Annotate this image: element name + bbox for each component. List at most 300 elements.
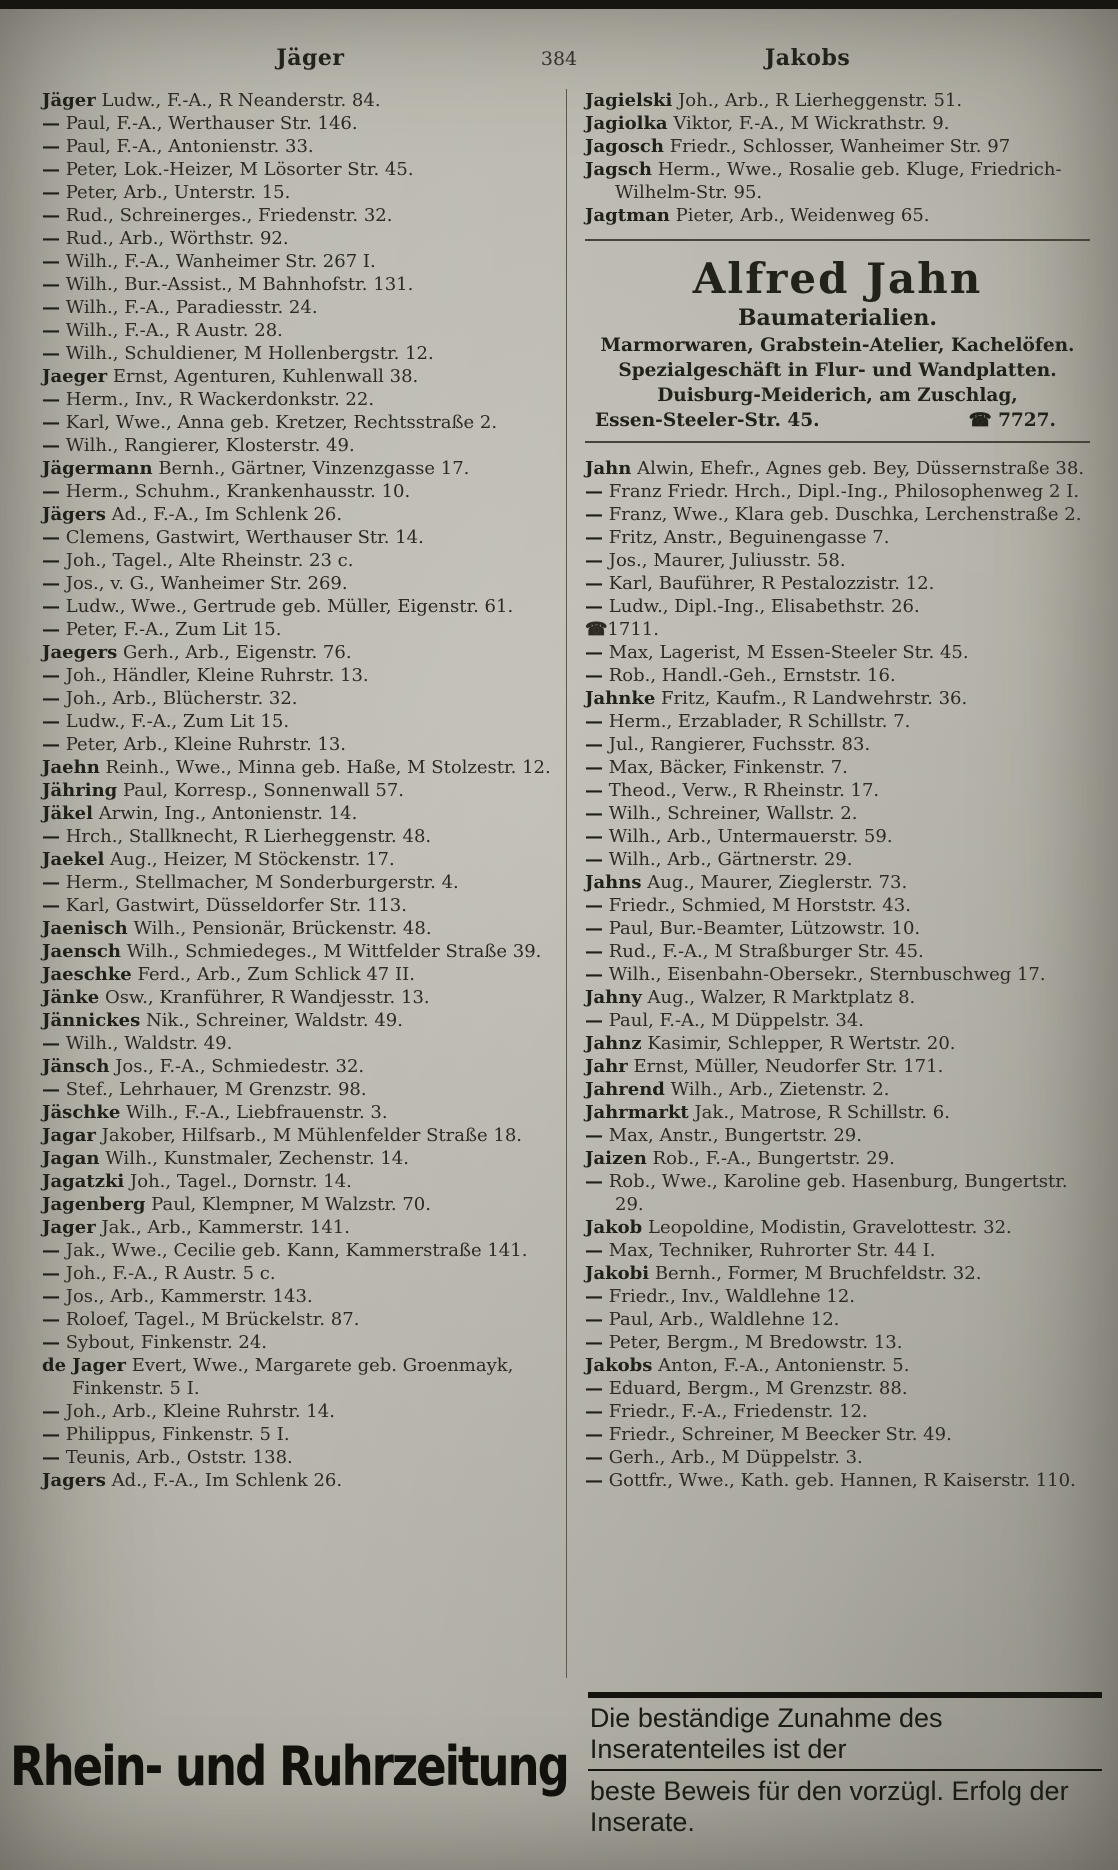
entry-headword: Jäger <box>42 90 96 111</box>
entry-headword: — <box>42 182 60 203</box>
entry-headword: — <box>42 205 60 226</box>
directory-entry <box>42 1400 552 1423</box>
entry-headword: Jäkel <box>42 803 93 824</box>
directory-entry <box>42 1170 552 1193</box>
entry-headword: — <box>585 1401 603 1422</box>
entry-text: Joh., F.-A., R Austr. 5 c. <box>65 1263 276 1284</box>
entry-text: Paul, Korresp., Sonnenwall 57. <box>123 780 405 801</box>
newspaper-brand: Rhein- und Ruhrzeitung <box>10 1734 568 1798</box>
entry-headword: — <box>585 1332 603 1353</box>
entry-headword: — <box>42 826 60 847</box>
entry-text: Ludw., Wwe., Gertrude geb. Müller, Eigenstr. 61. <box>65 596 514 617</box>
entry-text: Ferd., Arb., Zum Schlick 47 II. <box>137 964 415 985</box>
entry-text: Herm., Erzablader, R Schillstr. 7. <box>608 711 911 732</box>
entry-text: Bernh., Gärtner, Vinzenzgasse 17. <box>158 458 470 479</box>
entry-text: Paul, F.-A., Antonienstr. 33. <box>65 136 314 157</box>
entry-text: Wilh., Arb., Untermauerstr. 59. <box>608 826 893 847</box>
directory-entry <box>585 135 1090 158</box>
entry-text: Wilh., Bur.-Assist., M Bahnhofstr. 131. <box>65 274 414 295</box>
entry-headword: — <box>42 550 60 571</box>
directory-entry <box>42 572 552 595</box>
entry-text: Ernst, Agenturen, Kuhlenwall 38. <box>112 366 419 387</box>
directory-entry <box>585 871 1090 894</box>
entry-text: Arwin, Ing., Antonienstr. 14. <box>98 803 358 824</box>
directory-entry <box>42 940 552 963</box>
directory-entry <box>42 871 552 894</box>
entry-headword: — <box>42 1263 60 1284</box>
entry-headword: Jähring <box>42 780 118 801</box>
directory-entry <box>585 1262 1090 1285</box>
entry-headword: — <box>42 1309 60 1330</box>
directory-entry <box>585 1354 1090 1377</box>
ad-line: Marmorwaren, Grabstein-Atelier, Kachelöfen. <box>600 335 1075 356</box>
footer-ad-line: beste Beweis für den vorzügl. Erfolg der Inserate. <box>589 1776 1069 1837</box>
entry-text: Teunis, Arb., Oststr. 138. <box>65 1447 293 1468</box>
entry-text: Evert, Wwe., Margarete geb. Groenmayk, Finkenstr. 5 I. <box>72 1355 514 1399</box>
directory-entry <box>585 1055 1090 1078</box>
entry-text: Fritz, Kaufm., R Landwehrstr. 36. <box>661 688 968 709</box>
directory-entry <box>42 1446 552 1469</box>
advertisement-alfred-jahn <box>585 239 1090 443</box>
entry-text: Karl, Bauführer, R Pestalozzistr. 12. <box>608 573 935 594</box>
directory-entry <box>42 1354 552 1400</box>
entry-text: Hrch., Stallknecht, R Lierheggenstr. 48. <box>65 826 432 847</box>
directory-column-right <box>566 89 1090 1678</box>
entry-headword: — <box>42 274 60 295</box>
ad-phone <box>969 410 1056 431</box>
entry-headword: Jaegers <box>42 642 118 663</box>
directory-entry <box>42 480 552 503</box>
directory-entry <box>42 1285 552 1308</box>
entry-text: Wilh., Kunstmaler, Zechenstr. 14. <box>105 1148 409 1169</box>
entry-text: Paul, F.-A., M Düppelstr. 34. <box>608 1010 865 1031</box>
entry-headword: — <box>585 550 603 571</box>
directory-entry <box>42 894 552 917</box>
directory-entry <box>585 1078 1090 1101</box>
entry-headword: — <box>585 573 603 594</box>
entry-headword: Jahny <box>585 987 642 1008</box>
entry-headword: — <box>42 251 60 272</box>
entry-headword: — <box>585 734 603 755</box>
entry-text: Ludw., F.-A., R Neanderstr. 84. <box>101 90 381 111</box>
entry-headword: Jännickes <box>42 1010 141 1031</box>
directory-columns <box>0 79 1118 1678</box>
directory-entry <box>585 1032 1090 1055</box>
entry-headword: Jagenberg <box>42 1194 146 1215</box>
entry-headword: — <box>585 826 603 847</box>
entry-text: Rob., F.-A., Bungertstr. 29. <box>652 1148 895 1169</box>
directory-entry <box>42 319 552 342</box>
entry-headword: Jahr <box>585 1056 628 1077</box>
directory-entry <box>42 756 552 779</box>
entry-headword: Jaeger <box>42 366 108 387</box>
entry-headword: Jänke <box>42 987 100 1008</box>
ad-address-row <box>589 408 1086 431</box>
entry-headword: Jagtman <box>585 205 670 226</box>
entry-headword: Jaekel <box>42 849 105 870</box>
directory-entry <box>42 135 552 158</box>
entry-text: Karl, Gastwirt, Düsseldorfer Str. 113. <box>65 895 407 916</box>
entry-headword: Jakobi <box>585 1263 650 1284</box>
entry-text: Wilh., Eisenbahn-Obersekr., Sternbuschweg 17. <box>608 964 1046 985</box>
guide-word-right: Jakobs <box>764 45 851 71</box>
ad-phone-number: 7727. <box>998 410 1056 431</box>
entry-text: Alwin, Ehefr., Agnes geb. Bey, Düssernstraße 38. <box>637 458 1085 479</box>
entry-headword: — <box>42 389 60 410</box>
directory-entry <box>42 89 552 112</box>
entry-headword: — <box>585 504 603 525</box>
entry-headword: — <box>585 642 603 663</box>
directory-entry <box>42 733 552 756</box>
entry-text: Peter, F.-A., Zum Lit 15. <box>65 619 282 640</box>
entry-text: Rud., F.-A., M Straßburger Str. 45. <box>608 941 924 962</box>
entry-headword: Jaeschke <box>42 964 132 985</box>
directory-entry <box>585 158 1090 204</box>
entry-text: Max, Lagerist, M Essen-Steeler Str. 45. <box>608 642 969 663</box>
entry-headword: Jagatzki <box>42 1171 125 1192</box>
entry-headword: Jagar <box>42 1125 96 1146</box>
entry-headword: — <box>585 941 603 962</box>
directory-entry <box>42 986 552 1009</box>
directory-entry <box>585 618 1090 641</box>
entry-text: Friedr., Schlosser, Wanheimer Str. 97 <box>669 136 1011 157</box>
entry-headword: — <box>585 757 603 778</box>
entry-text: Nik., Schreiner, Waldstr. 49. <box>145 1010 403 1031</box>
entry-text: Jakober, Hilfsarb., M Mühlenfelder Straße 18. <box>101 1125 522 1146</box>
entry-text: Fritz, Anstr., Beguinengasse 7. <box>608 527 890 548</box>
entry-headword: — <box>585 1424 603 1445</box>
entry-headword: Jagiolka <box>585 113 668 134</box>
directory-entry <box>585 457 1090 480</box>
entry-text: Jos., Arb., Kammerstr. 143. <box>65 1286 313 1307</box>
entry-headword: — <box>585 665 603 686</box>
directory-entry <box>585 825 1090 848</box>
advertisement-rhein-und-ruhrzeitung <box>0 1678 1118 1870</box>
entry-text: Jak., Arb., Kammerstr. 141. <box>101 1217 350 1238</box>
footer-ad-text <box>588 1692 1102 1840</box>
entry-headword: Jägers <box>42 504 106 525</box>
entry-headword: — <box>585 1171 603 1192</box>
directory-entry <box>42 250 552 273</box>
directory-entry <box>42 112 552 135</box>
entry-headword: — <box>42 734 60 755</box>
entry-text: Stef., Lehrhauer, M Grenzstr. 98. <box>65 1079 367 1100</box>
right-column-top-entries <box>585 89 1090 227</box>
directory-entry <box>585 1101 1090 1124</box>
entry-headword: — <box>42 872 60 893</box>
entry-text: Viktor, F.-A., M Wickrathstr. 9. <box>673 113 950 134</box>
entry-headword: — <box>42 113 60 134</box>
directory-entry <box>42 549 552 572</box>
directory-entry <box>42 526 552 549</box>
entry-text: Wilh., Pensionär, Brückenstr. 48. <box>133 918 432 939</box>
entry-headword: — <box>42 596 60 617</box>
entry-text: Leopoldine, Modistin, Gravelottestr. 32. <box>647 1217 1012 1238</box>
entry-text: Wilh., Arb., Zietenstr. 2. <box>670 1079 890 1100</box>
entry-text: Jos., F.-A., Schmiedestr. 32. <box>115 1056 365 1077</box>
entry-headword: — <box>42 297 60 318</box>
directory-entry <box>42 1101 552 1124</box>
phone-icon: ☎ <box>968 410 992 431</box>
directory-entry <box>42 802 552 825</box>
directory-entry <box>42 181 552 204</box>
directory-entry <box>42 917 552 940</box>
entry-headword: Jahrmarkt <box>585 1102 689 1123</box>
entry-headword: Jakobs <box>585 1355 653 1376</box>
entry-text: Franz Friedr. Hrch., Dipl.-Ing., Philosophenweg 2 I. <box>608 481 1080 502</box>
entry-headword: — <box>585 711 603 732</box>
entry-headword: Jagsch <box>585 159 652 180</box>
directory-entry <box>585 503 1090 526</box>
directory-entry <box>42 1032 552 1055</box>
entry-headword: — <box>585 1240 603 1261</box>
entry-headword: — <box>42 711 60 732</box>
entry-text: Jos., Maurer, Juliusstr. 58. <box>608 550 846 571</box>
entry-text: Anton, F.-A., Antonienstr. 5. <box>658 1355 910 1376</box>
entry-headword: — <box>585 964 603 985</box>
entry-text: 1711. <box>607 619 659 640</box>
directory-entry <box>585 733 1090 756</box>
entry-headword: — <box>42 320 60 341</box>
directory-entry <box>585 641 1090 664</box>
entry-text: Max, Techniker, Ruhrorter Str. 44 I. <box>608 1240 936 1261</box>
entry-headword: — <box>585 1470 603 1491</box>
directory-entry <box>585 1331 1090 1354</box>
entry-headword: — <box>42 1079 60 1100</box>
directory-entry <box>42 641 552 664</box>
entry-headword: — <box>42 1401 60 1422</box>
entry-text: Ernst, Müller, Neudorfer Str. 171. <box>633 1056 944 1077</box>
entry-headword: — <box>42 1033 60 1054</box>
entry-text: Clemens, Gastwirt, Werthauser Str. 14. <box>65 527 424 548</box>
directory-entry <box>42 1216 552 1239</box>
entry-headword: Jagielski <box>585 90 673 111</box>
entry-headword: — <box>585 1010 603 1031</box>
directory-entry <box>42 595 552 618</box>
directory-entry <box>585 1423 1090 1446</box>
entry-text: Wilh., Rangierer, Klosterstr. 49. <box>65 435 355 456</box>
directory-entry <box>585 89 1090 112</box>
directory-entry <box>585 917 1090 940</box>
directory-entry <box>42 664 552 687</box>
entry-text: Wilh., Waldstr. 49. <box>65 1033 233 1054</box>
entry-text: Wilh., Schmiedeges., M Wittfelder Straße 39. <box>126 941 542 962</box>
entry-headword: — <box>585 1309 603 1330</box>
directory-entry <box>585 1009 1090 1032</box>
ad-title: Alfred Jahn <box>692 254 983 303</box>
directory-entry <box>42 158 552 181</box>
entry-text: Gerh., Arb., Eigenstr. 76. <box>123 642 352 663</box>
directory-entry <box>42 227 552 250</box>
entry-text: Aug., Walzer, R Marktplatz 8. <box>647 987 916 1008</box>
directory-entry <box>585 756 1090 779</box>
directory-entry <box>585 549 1090 572</box>
directory-entry <box>585 779 1090 802</box>
entry-text: Peter, Lok.-Heizer, M Lösorter Str. 45. <box>65 159 414 180</box>
entry-text: Ad., F.-A., Im Schlenk 26. <box>111 1470 343 1491</box>
entry-headword: — <box>42 1424 60 1445</box>
entry-headword: — <box>42 1447 60 1468</box>
directory-entry <box>585 1285 1090 1308</box>
scan-top-edge <box>0 0 1118 9</box>
entry-text: Peter, Bergm., M Bredowstr. 13. <box>608 1332 903 1353</box>
entry-text: Eduard, Bergm., M Grenzstr. 88. <box>608 1378 908 1399</box>
entry-headword: Jahnz <box>585 1033 642 1054</box>
entry-text: Franz, Wwe., Klara geb. Duschka, Lerchenstraße 2. <box>608 504 1082 525</box>
entry-text: Joh., Tagel., Alte Rheinstr. 23 c. <box>65 550 354 571</box>
entry-text: Philippus, Finkenstr. 5 I. <box>65 1424 290 1445</box>
directory-entry <box>585 894 1090 917</box>
entry-text: Aug., Heizer, M Stöckenstr. 17. <box>110 849 395 870</box>
entry-text: Rud., Schreinerges., Friedenstr. 32. <box>65 205 393 226</box>
directory-entry <box>585 940 1090 963</box>
entry-text: Karl, Wwe., Anna geb. Kretzer, Rechtsstraße 2. <box>65 412 498 433</box>
directory-entry <box>585 848 1090 871</box>
entry-headword: — <box>42 665 60 686</box>
directory-entry <box>585 1124 1090 1147</box>
entry-text: Kasimir, Schlepper, R Wertstr. 20. <box>647 1033 956 1054</box>
entry-text: Friedr., Schreiner, M Beecker Str. 49. <box>608 1424 952 1445</box>
entry-headword: Jaensch <box>42 941 121 962</box>
entry-headword: — <box>42 412 60 433</box>
entry-headword: — <box>585 803 603 824</box>
directory-entry <box>585 687 1090 710</box>
directory-entry <box>42 411 552 434</box>
entry-headword: — <box>42 159 60 180</box>
entry-headword: — <box>585 1125 603 1146</box>
entry-text: Joh., Händler, Kleine Ruhrstr. 13. <box>65 665 369 686</box>
entry-text: Joh., Arb., R Lierheggenstr. 51. <box>678 90 963 111</box>
directory-entry <box>585 595 1090 618</box>
entry-headword: — <box>585 895 603 916</box>
entry-text: Gerh., Arb., M Düppelstr. 3. <box>608 1447 863 1468</box>
directory-entry <box>42 848 552 871</box>
directory-entry <box>585 526 1090 549</box>
directory-entry <box>42 365 552 388</box>
entry-text: Joh., Tagel., Dornstr. 14. <box>130 1171 352 1192</box>
entry-text: Jak., Matrose, R Schillstr. 6. <box>694 1102 950 1123</box>
entry-text: Wilh., F.-A., Paradiesstr. 24. <box>65 297 318 318</box>
entry-headword: — <box>585 527 603 548</box>
entry-text: Ludw., Dipl.-Ing., Elisabethstr. 26. <box>608 596 920 617</box>
entry-headword: — <box>585 596 603 617</box>
entry-text: Paul, F.-A., Werthauser Str. 146. <box>65 113 358 134</box>
entry-text: Joh., Arb., Blücherstr. 32. <box>65 688 298 709</box>
directory-entry <box>42 434 552 457</box>
entry-headword: Jagers <box>42 1470 106 1491</box>
page-number: 384 <box>540 48 578 70</box>
directory-entry <box>42 1469 552 1492</box>
entry-headword: Jahnke <box>585 688 656 709</box>
entry-text: Wilh., F.-A., R Austr. 28. <box>65 320 283 341</box>
entry-headword: Jahn <box>585 458 632 479</box>
entry-headword: — <box>42 527 60 548</box>
directory-entry <box>585 1469 1090 1492</box>
entry-headword: Jäschke <box>42 1102 121 1123</box>
ad-subtitle: Baumaterialien. <box>737 305 938 331</box>
entry-headword: — <box>42 1332 60 1353</box>
directory-entry <box>585 1216 1090 1239</box>
entry-headword: Jagan <box>42 1148 100 1169</box>
directory-entry <box>42 503 552 526</box>
directory-entry <box>42 710 552 733</box>
entry-headword: — <box>585 1378 603 1399</box>
directory-entry <box>42 1078 552 1101</box>
entry-text: Paul, Arb., Waldlehne 12. <box>608 1309 840 1330</box>
directory-entry <box>42 1193 552 1216</box>
ad-line: Spezialgeschäft in Flur- und Wandplatten. <box>618 360 1057 381</box>
entry-headword: Jänsch <box>42 1056 110 1077</box>
directory-entry <box>42 1262 552 1285</box>
entry-text: Peter, Arb., Unterstr. 15. <box>65 182 291 203</box>
entry-headword: — <box>585 918 603 939</box>
directory-entry <box>42 1239 552 1262</box>
entry-text: Friedr., Inv., Waldlehne 12. <box>608 1286 855 1307</box>
directory-entry <box>585 572 1090 595</box>
entry-headword: — <box>42 895 60 916</box>
entry-headword: — <box>585 1286 603 1307</box>
entry-headword: Jägermann <box>42 458 153 479</box>
entry-headword: Jaizen <box>585 1148 647 1169</box>
directory-entry <box>42 273 552 296</box>
entry-headword: — <box>42 136 60 157</box>
directory-entry <box>585 204 1090 227</box>
entry-text: Friedr., Schmied, M Horststr. 43. <box>608 895 911 916</box>
guide-word-left: Jäger <box>276 45 345 71</box>
entry-text: Roloef, Tagel., M Brückelstr. 87. <box>65 1309 360 1330</box>
entry-headword: — <box>42 619 60 640</box>
directory-entry <box>42 388 552 411</box>
entry-headword: — <box>42 435 60 456</box>
entry-text: Jak., Wwe., Cecilie geb. Kann, Kammerstraße 141. <box>65 1240 528 1261</box>
entry-text: Rud., Arb., Wörthstr. 92. <box>65 228 289 249</box>
directory-entry <box>585 1239 1090 1262</box>
entry-headword: de Jager <box>42 1355 127 1376</box>
phone-icon: ☎ <box>585 619 608 640</box>
entry-text: Sybout, Finkenstr. 24. <box>65 1332 268 1353</box>
directory-entry <box>42 1009 552 1032</box>
directory-entry <box>42 687 552 710</box>
entry-headword: — <box>42 228 60 249</box>
entry-text: Theod., Verw., R Rheinstr. 17. <box>608 780 880 801</box>
directory-entry <box>42 296 552 319</box>
entry-text: Pieter, Arb., Weidenweg 65. <box>675 205 930 226</box>
entry-text: Osw., Kranführer, R Wandjesstr. 13. <box>104 987 430 1008</box>
directory-entry <box>42 1423 552 1446</box>
directory-entry <box>42 1147 552 1170</box>
entry-headword: — <box>585 1447 603 1468</box>
footer-ad-line: Die beständige Zunahme des Inseratenteiles ist der <box>588 1698 1102 1771</box>
directory-entry <box>42 618 552 641</box>
entry-text: Gottfr., Wwe., Kath. geb. Hannen, R Kaiserstr. 110. <box>608 1470 1076 1491</box>
entry-headword: — <box>42 688 60 709</box>
entry-headword: Jagosch <box>585 136 664 157</box>
directory-column-left <box>42 89 566 1678</box>
entry-headword: — <box>585 481 603 502</box>
ad-address: Essen-Steeler-Str. 45. <box>595 410 820 431</box>
entry-text: Wilh., Schreiner, Wallstr. 2. <box>608 803 858 824</box>
entry-text: Max, Bäcker, Finkenstr. 7. <box>608 757 848 778</box>
directory-entry <box>585 986 1090 1009</box>
entry-text: Jul., Rangierer, Fuchsstr. 83. <box>608 734 871 755</box>
entry-text: Herm., Stellmacher, M Sonderburgerstr. 4. <box>65 872 459 893</box>
entry-text: Max, Anstr., Bungertstr. 29. <box>608 1125 862 1146</box>
entry-text: Bernh., Former, M Bruchfeldstr. 32. <box>654 1263 982 1284</box>
entry-headword: — <box>42 573 60 594</box>
entry-text: Herm., Inv., R Wackerdonkstr. 22. <box>65 389 375 410</box>
directory-entry <box>585 1400 1090 1423</box>
entry-text: Ad., F.-A., Im Schlenk 26. <box>111 504 343 525</box>
